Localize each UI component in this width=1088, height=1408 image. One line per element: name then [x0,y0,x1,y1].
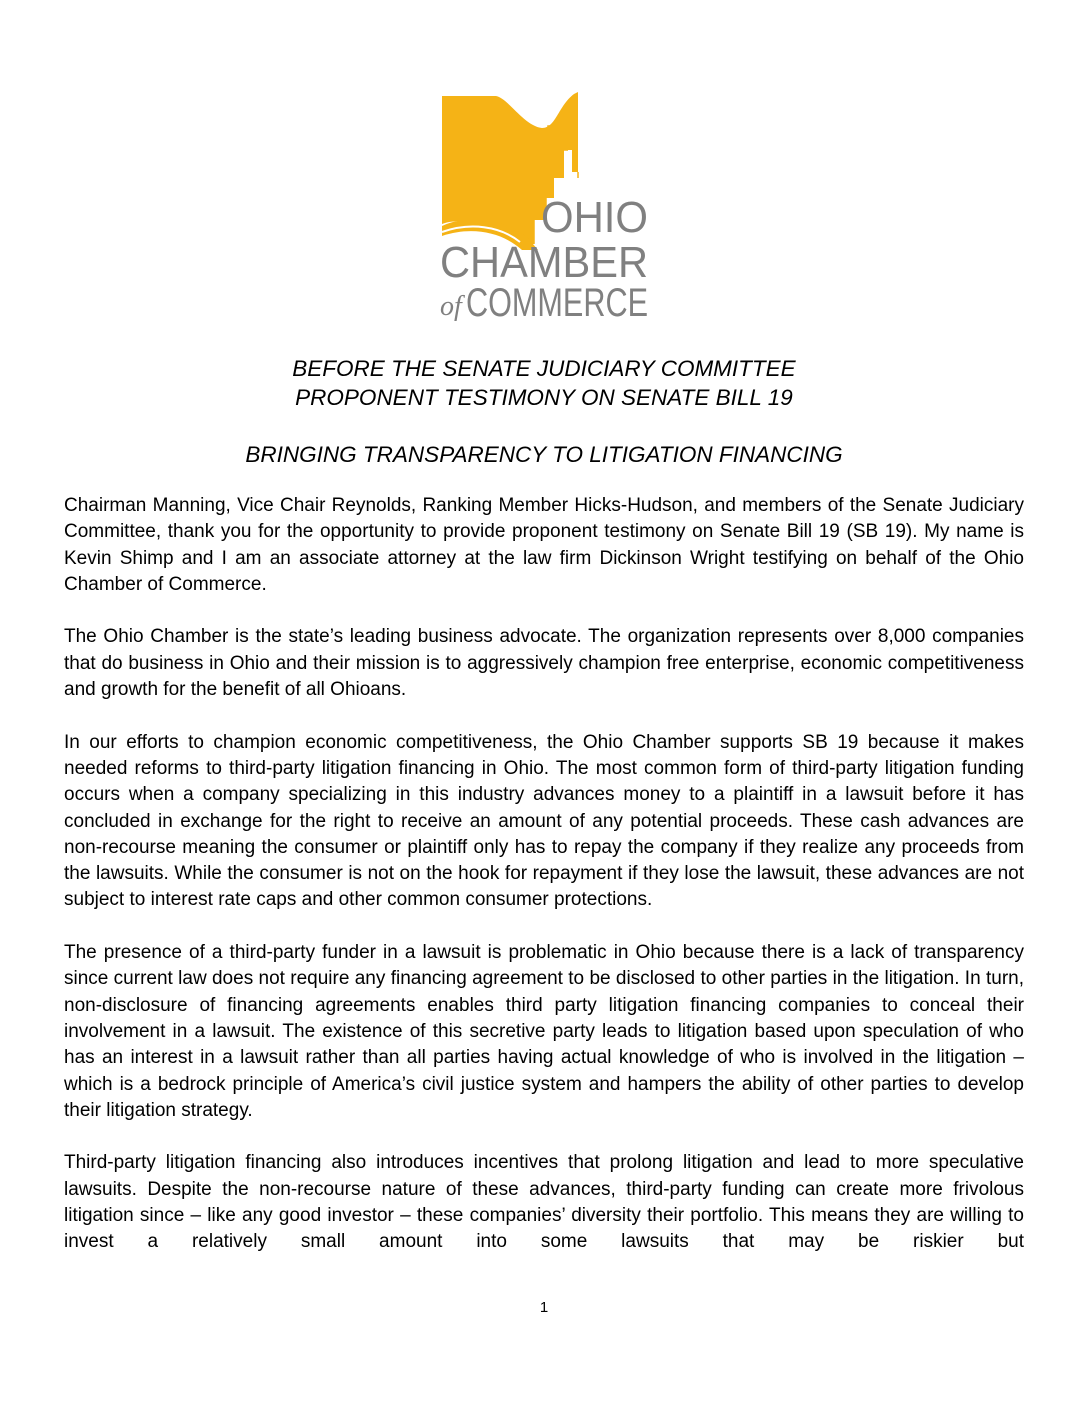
page-number: 1 [539,1299,549,1316]
heading-title: BRINGING TRANSPARENCY TO LITIGATION FINANCING [245,442,843,467]
paragraph: In our efforts to champion economic competitiveness, the Ohio Chamber supports SB 19 because it makes needed reforms to third-party litigation financing in Ohio. The most common form of third-party litigation funding occurs when a company specializing in this industry advances money to a plaintiff in a lawsuit before it has concluded in exchange for the right to receive an amount of any potential proceeds. These cash advances are non-recourse meaning the consumer or plaintiff only has to repay the company if they realize any proceeds from the lawsuits. While the consumer is not on the hook for repayment if they lose the lawsuit, these advances are not subject to interest rate caps and other common consumer protections. [64,731,1024,911]
paragraph: The Ohio Chamber is the state’s leading business advocate. The organization represents over 8,000 companies that do business in Ohio and their mission is to aggressively champion free enterprise, economic competitiveness and growth for the benefit of all Ohioans. [64,626,1024,701]
testimony-body [64,493,1024,1256]
paragraph: The presence of a third-party funder in a lawsuit is problematic in Ohio because there is a lack of transparency since current law does not require any financing agreement to be disclosed to other parties in the litigation. In turn, non-disclosure of financing agreements enables third party litigation financing companies to conceal their involvement in a lawsuit. The existence of this secretive party leads to litigation based upon speculation of who has an interest in a lawsuit rather than all parties having actual knowledge of who is involved in the litigation – which is a bedrock principle of America’s civil justice system and hampers the ability of other parties to develop their litigation strategy. [64,942,1024,1121]
logo-text-chamber: CHAMBER [440,238,648,287]
logo-text-commerce: COMMERCE [466,281,648,325]
paragraph: Third-party litigation financing also introduces incentives that prolong litigation and lead to more speculative lawsuits. Despite the non-recourse nature of these advances, third-party funding can create more frivolous litigation since – like any good investor – these companies’ diversity their portfolio. This means they are willing to invest a relatively small amount into some lawsuits that may be riskier but [64,1152,1024,1253]
ohio-chamber-logo [438,86,650,325]
logo-text-ohio: OHIO [541,193,648,242]
heading-bill: PROPONENT TESTIMONY ON SENATE BILL 19 [295,385,793,410]
document-title [64,440,1024,469]
testimony-heading [64,354,1024,412]
logo-text-of: of [440,291,462,322]
paragraph: Chairman Manning, Vice Chair Reynolds, Ranking Member Hicks-Hudson, and members of the Senate Judiciary Committee, thank you for the opportunity to provide proponent testimony on Senate Bill 19 (SB 19). My name is Kevin Shimp and I am an associate attorney at the law firm Dickinson Wright testifying on behalf of the Ohio Chamber of Commerce. [64,495,1024,595]
heading-committee: BEFORE THE SENATE JUDICIARY COMMITTEE [292,356,796,381]
